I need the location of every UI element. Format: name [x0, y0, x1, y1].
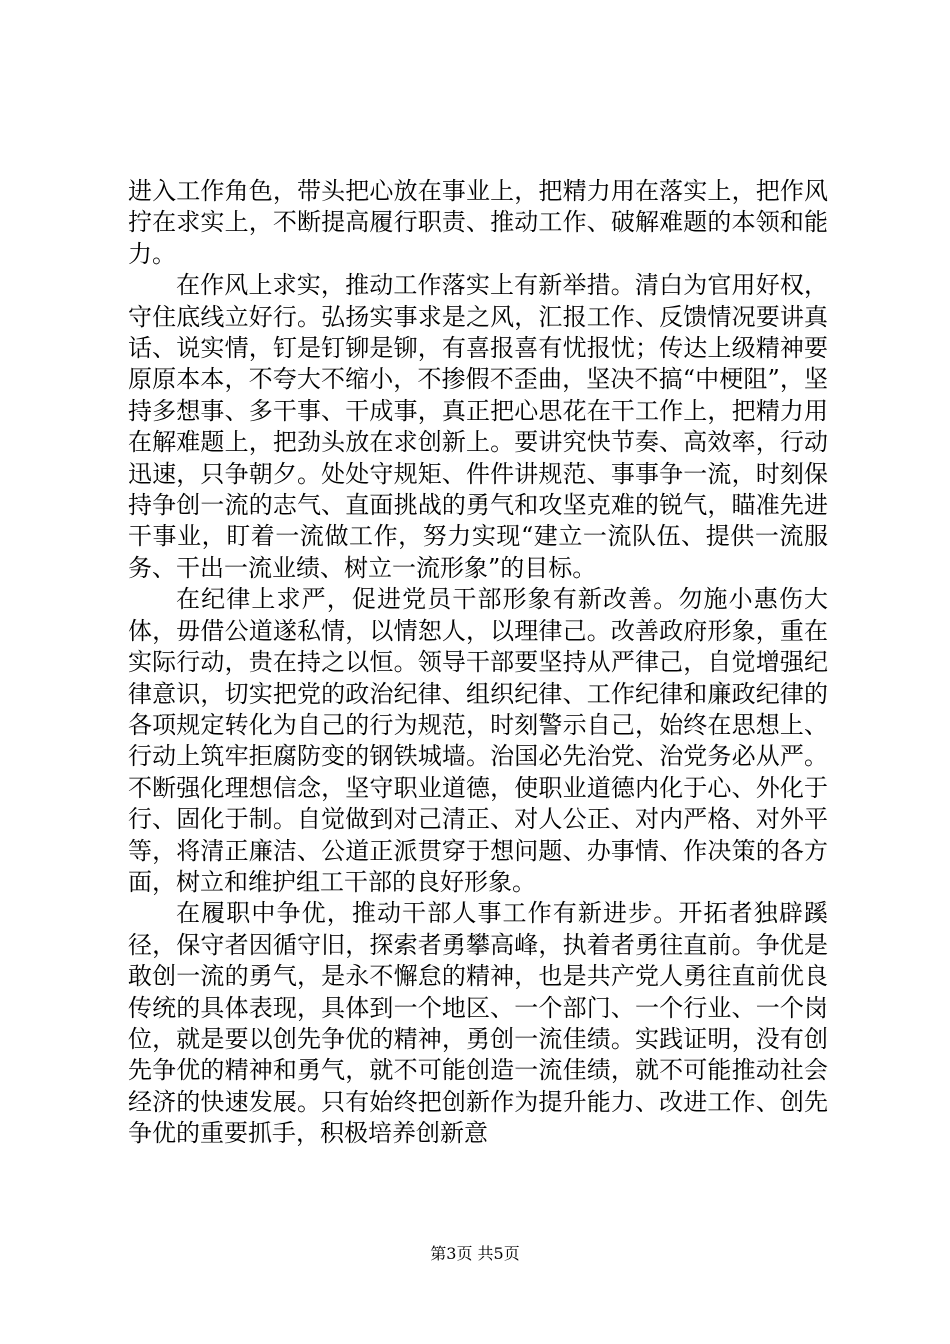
paragraph-2: 在作风上求实，推动工作落实上有新举措。清白为官用好权，守住底线立好行。弘扬实事求是之风，汇报工作、反馈情况要讲真话、说实情，钉是钉铆是铆，有喜报喜有忧报忧；传达上级精神要原原本本，不夸大不缩小，不掺假不歪曲，坚决不搞“中梗阻”，坚持多想事、多干事、干成事，真正把心思花在干工作上，把精力用在解难题上，把劲头放在求创新上。要讲究快节奏、高效率，行动迅速，只争朝夕。处处守规矩、件件讲规范、事事争一流，时刻保持争创一流的志气、直面挑战的勇气和攻坚克难的锐气，瞄准先进干事业，盯着一流做工作，努力实现“建立一流队伍、提供一流服务、干出一流业绩、树立一流形象”的目标。: [128, 271, 828, 582]
paragraph-4: 在履职中争优，推动干部人事工作有新进步。开拓者独辟蹊径，保守者因循守旧，探索者勇攀高峰，执着者勇往直前。争优是敢创一流的勇气，是永不懈怠的精神，也是共产党人勇往直前优良传统的具体表现，具体到一个地区、一个部门、一个行业、一个岗位，就是要以创先争优的精神，勇创一流佳绩。实践证明，没有创先争优的精神和勇气，就不可能创造一流佳绩，就不可能推动社会经济的快速发展。只有始终把创新作为提升能力、改进工作、创先争优的重要抓手，积极培养创新意: [128, 899, 828, 1148]
page-footer: 第3页 共5页: [430, 1244, 520, 1263]
paragraph-1: 进入工作角色，带头把心放在事业上，把精力用在落实上，把作风拧在求实上，不断提高履行职责、推动工作、破解难题的本领和能力。: [128, 177, 828, 268]
paragraph-3: 在纪律上求严，促进党员干部形象有新改善。勿施小惠伤大体，毋借公道遂私情，以情恕人，以理律己。改善政府形象，重在实际行动，贵在持之以恒。领导干部要坚持从严律己，自觉增强纪律意识，切实把党的政治纪律、组织纪律、工作纪律和廉政纪律的各项规定转化为自己的行为规范，时刻警示自己，始终在思想上、行动上筑牢拒腐防变的钢铁城墙。治国必先治党、治党务必从严。不断强化理想信念，坚守职业道德，使职业道德内化于心、外化于行、固化于制。自觉做到对己清正、对人公正、对内严格、对外平等，将清正廉洁、公道正派贯穿于想问题、办事情、作决策的各方面，树立和维护组工干部的良好形象。: [128, 585, 828, 896]
document-body: [128, 176, 828, 1150]
